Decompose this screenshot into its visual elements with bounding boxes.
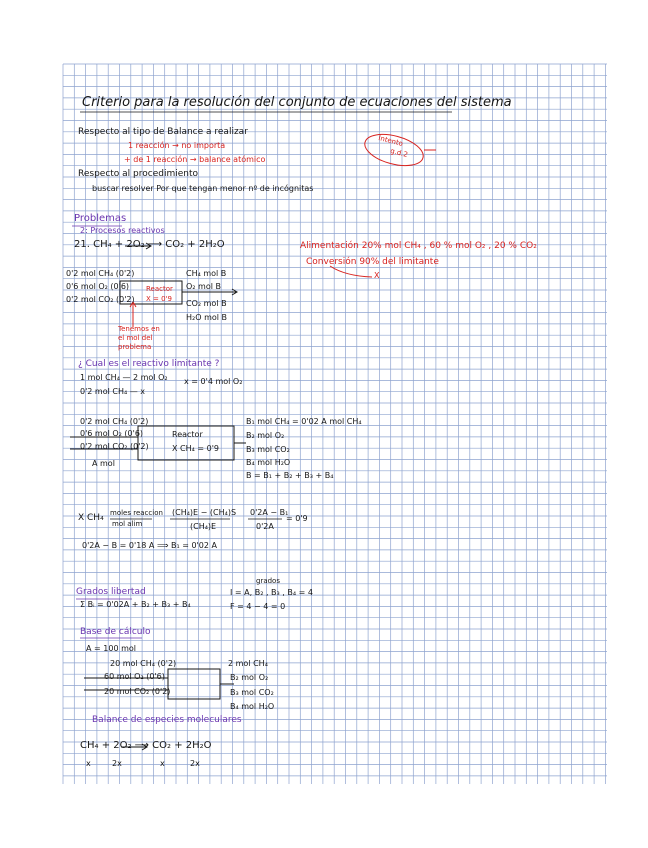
intro-line-3: buscar resolver Por que tengan menor nº de incógnitas: [92, 184, 314, 193]
conversion-line-2: 0'2A − B = 0'18 A ⟹ B₁ = 0'02 A: [82, 541, 217, 550]
intro-line-2: Respecto al procedimiento: [78, 169, 199, 179]
coef-1: x: [86, 759, 91, 768]
feed-composition: Alimentación 20% mol CH₄ , 60 % mol O₂ , 20 % CO₂: [300, 241, 537, 251]
basis-input-3: 20 mol CO₂ (0'2): [104, 687, 171, 696]
dof-over-note: grados: [256, 577, 280, 585]
conversion-lhs: X CH₄: [78, 513, 104, 523]
fraction-3-numerator: 0'2A − B₁: [250, 508, 289, 517]
subheading-procesos: 2: Procesos reactivos: [80, 226, 165, 235]
intro-line-1: Respecto al tipo de Balance a realizar: [78, 127, 248, 137]
reactor2-basis: A mol: [92, 459, 115, 468]
annotation-line-3: problema: [118, 343, 152, 351]
reactor2-output-sum: B = B₁ + B₂ + B₃ + B₄: [246, 471, 334, 480]
species-heading: Balance de especies moleculares: [92, 715, 242, 725]
basis-heading: Base de cálculo: [80, 627, 151, 637]
fraction-2-denominator: (CH₄)E: [190, 522, 217, 531]
annotation-line-1: Tenemos en: [118, 325, 160, 333]
basis-output-3: B₃ mol CO₂: [230, 688, 274, 697]
basis-input-1: 20 mol CH₄ (0'2): [110, 659, 177, 668]
coef-3: x: [160, 759, 165, 768]
annotation-line-2: el mol del: [118, 334, 153, 342]
intro-item-2: + de 1 reacción → balance atómico: [124, 155, 266, 164]
reactor2-output-4: B₄ mol H₂O: [246, 458, 291, 467]
dof-sum-equation: Σ Bᵢ = 0'02A + B₂ + B₃ + B₄: [80, 600, 191, 609]
fraction-1-denominator: mol alim: [112, 520, 143, 528]
fraction-3-denominator: 0'2A: [256, 522, 274, 531]
reactor-conversion-1: X = 0'9: [146, 295, 172, 303]
reactor2-output-3: B₃ mol CO₂: [246, 445, 290, 454]
fraction-1-numerator: moles reaccion: [110, 509, 163, 517]
limiting-row-2: 0'2 mol CH₄ — x: [80, 387, 146, 396]
limiting-question: ¿ Cual es el reactivo limitante ?: [78, 359, 220, 369]
reaction-equation: 21. CH₄ + 2O₂ ⟶ CO₂ + 2H₂O: [74, 239, 225, 250]
dof-result: F = 4 − 4 = 0: [230, 602, 286, 611]
conversion-mark: X: [374, 271, 380, 280]
conversion-spec: Conversión 90% del limitante: [306, 257, 439, 267]
basis-a: A = 100 mol: [86, 644, 136, 653]
input-2: 0'6 mol O₂ (0'6): [66, 282, 130, 291]
output-1: CH₄ mol B: [186, 269, 227, 278]
limiting-result: x = 0'4 mol O₂: [184, 377, 243, 386]
input-1: 0'2 mol CH₄ (0'2): [66, 269, 135, 278]
basis-output-1: 2 mol CH₄: [228, 659, 268, 668]
stamp-text-2: g.d.2: [389, 146, 409, 160]
dof-variables: I = A, B₂ , B₃ , B₄ = 4: [230, 588, 313, 597]
output-4: H₂O mol B: [186, 313, 228, 322]
basis-input-2: 60 mol O₂ (0'6): [104, 672, 165, 681]
conversion-result: = 0'9: [286, 514, 308, 523]
reactor2-input-1: 0'2 mol CH₄ (0'2): [80, 417, 149, 426]
reactor2-conversion: X CH₄ = 0'9: [172, 444, 219, 453]
output-2: O₂ mol B: [186, 282, 221, 291]
reactor2-label: Reactor: [172, 430, 203, 439]
reactor2-output-1: B₁ mol CH₄ = 0'02 A mol CH₄: [246, 417, 362, 426]
reactor2-output-2: B₂ mol O₂: [246, 431, 285, 440]
coef-2: 2x: [112, 759, 122, 768]
reactor2-input-3: 0'2 mol CO₂ (0'2): [80, 442, 149, 451]
limiting-row-1: 1 mol CH₄ — 2 mol O₂: [80, 373, 168, 382]
section-heading-problemas: Problemas: [74, 213, 127, 224]
intro-item-1: 1 reacción → no importa: [128, 141, 226, 150]
page-title: Criterio para la resolución del conjunto de ecuaciones del sistema: [82, 95, 512, 110]
stamp-text-1: Intento: [377, 134, 404, 148]
basis-output-4: B₄ mol H₂O: [230, 702, 275, 711]
fraction-2-numerator: (CH₄)E − (CH₄)S: [172, 508, 237, 517]
reactor2-input-2: 0'6 mol O₂ (0'6): [80, 429, 144, 438]
output-3: CO₂ mol B: [186, 299, 227, 308]
reactor-label-1: Reactor: [146, 285, 173, 293]
basis-output-2: B₂ mol O₂: [230, 673, 269, 682]
dof-heading: Grados libertad: [76, 587, 146, 597]
coef-4: 2x: [190, 759, 200, 768]
input-3: 0'2 mol CO₂ (0'2): [66, 295, 135, 304]
species-equation: CH₄ + 2O₂ ⟶ CO₂ + 2H₂O: [80, 740, 212, 751]
